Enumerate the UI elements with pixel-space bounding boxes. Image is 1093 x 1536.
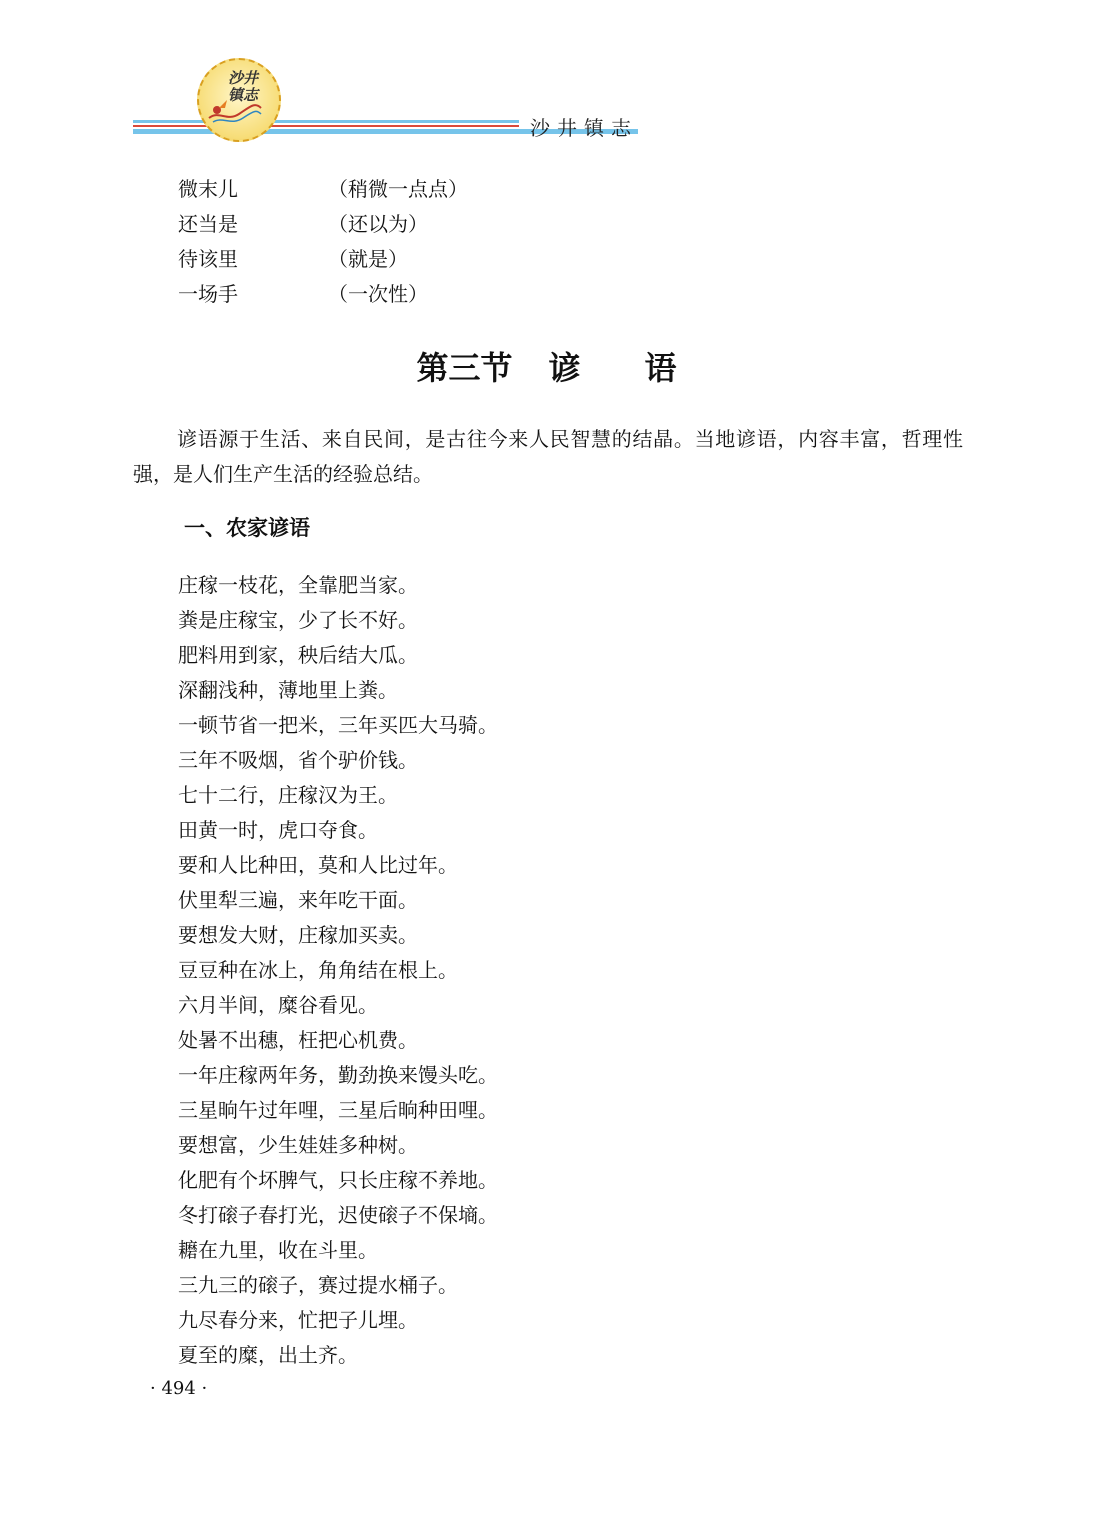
proverb-item: 要想富，少生娃娃多种树。 <box>178 1133 418 1157</box>
proverb-item: 豆豆种在冰上，角角结在根上。 <box>178 958 458 982</box>
page-number: · 494 · <box>150 1378 208 1399</box>
term-meaning: （就是） <box>328 247 408 271</box>
proverb-item: 三年不吸烟，省个驴价钱。 <box>178 748 418 772</box>
emblem-text: 沙井镇志 <box>227 69 258 104</box>
section-number: 第三节 <box>416 349 513 387</box>
proverb-item: 要想发大财，庄稼加买卖。 <box>178 923 418 947</box>
proverb-item: 要和人比种田，莫和人比过年。 <box>178 853 458 877</box>
proverb-item: 耱在九里，收在斗里。 <box>178 1238 378 1262</box>
section-title-char-2: 语 <box>644 349 677 387</box>
proverb-item: 六月半间，糜谷看见。 <box>178 993 378 1017</box>
term-meaning: （还以为） <box>328 212 428 236</box>
term-meaning: （稍微一点点） <box>328 177 468 201</box>
phoenix-icon <box>205 88 265 128</box>
term-word: 微末儿 <box>178 177 238 201</box>
term-word: 待该里 <box>178 247 238 271</box>
running-head: 沙井镇志 <box>530 116 638 140</box>
proverb-item: 化肥有个坏脾气，只长庄稼不养地。 <box>178 1168 498 1192</box>
proverb-list <box>178 568 498 1373</box>
proverb-item: 七十二行，庄稼汉为王。 <box>178 783 398 807</box>
term-row <box>178 275 468 310</box>
proverb-item: 粪是庄稼宝，少了长不好。 <box>178 608 418 632</box>
term-row <box>178 205 468 240</box>
page-header <box>0 0 1093 150</box>
dialect-term-list <box>178 170 468 310</box>
section-title <box>0 343 1093 389</box>
term-meaning: （一次性） <box>328 282 428 306</box>
proverb-item: 一顿节省一把米，三年买匹大马骑。 <box>178 713 498 737</box>
subsection-heading: 一、农家谚语 <box>184 516 310 540</box>
term-word: 一场手 <box>178 282 238 306</box>
proverb-item: 三九三的磙子，赛过提水桶子。 <box>178 1273 458 1297</box>
proverb-item: 夏至的糜，出土齐。 <box>178 1343 358 1367</box>
proverb-item: 九尽春分来，忙把子儿埋。 <box>178 1308 418 1332</box>
proverb-item: 肥料用到家，秧后结大瓜。 <box>178 643 418 667</box>
proverb-item: 庄稼一枝花，全靠肥当家。 <box>178 573 418 597</box>
section-title-char-1: 谚 <box>548 349 581 387</box>
proverb-item: 深翻浅种，薄地里上粪。 <box>178 678 398 702</box>
header-rule-red <box>133 125 519 127</box>
proverb-item: 三星晌午过年哩，三星后晌种田哩。 <box>178 1098 498 1122</box>
term-word: 还当是 <box>178 212 238 236</box>
header-rule-blue-top <box>133 120 519 123</box>
term-row <box>178 240 468 275</box>
book-emblem-logo <box>197 58 281 142</box>
proverb-item: 伏里犁三遍，来年吃干面。 <box>178 888 418 912</box>
intro-paragraph: 谚语源于生活、来自民间，是古往今来人民智慧的结晶。当地谚语，内容丰富，哲理性强，是人们生产生活的经验总结。 <box>133 427 963 486</box>
proverb-item: 田黄一时，虎口夺食。 <box>178 818 378 842</box>
proverb-item: 一年庄稼两年务，勤劲换来馒头吃。 <box>178 1063 498 1087</box>
term-row <box>178 170 468 205</box>
proverb-item: 处暑不出穗，枉把心机费。 <box>178 1028 418 1052</box>
proverb-item: 冬打磙子春打光，迟使磙子不保墒。 <box>178 1203 498 1227</box>
